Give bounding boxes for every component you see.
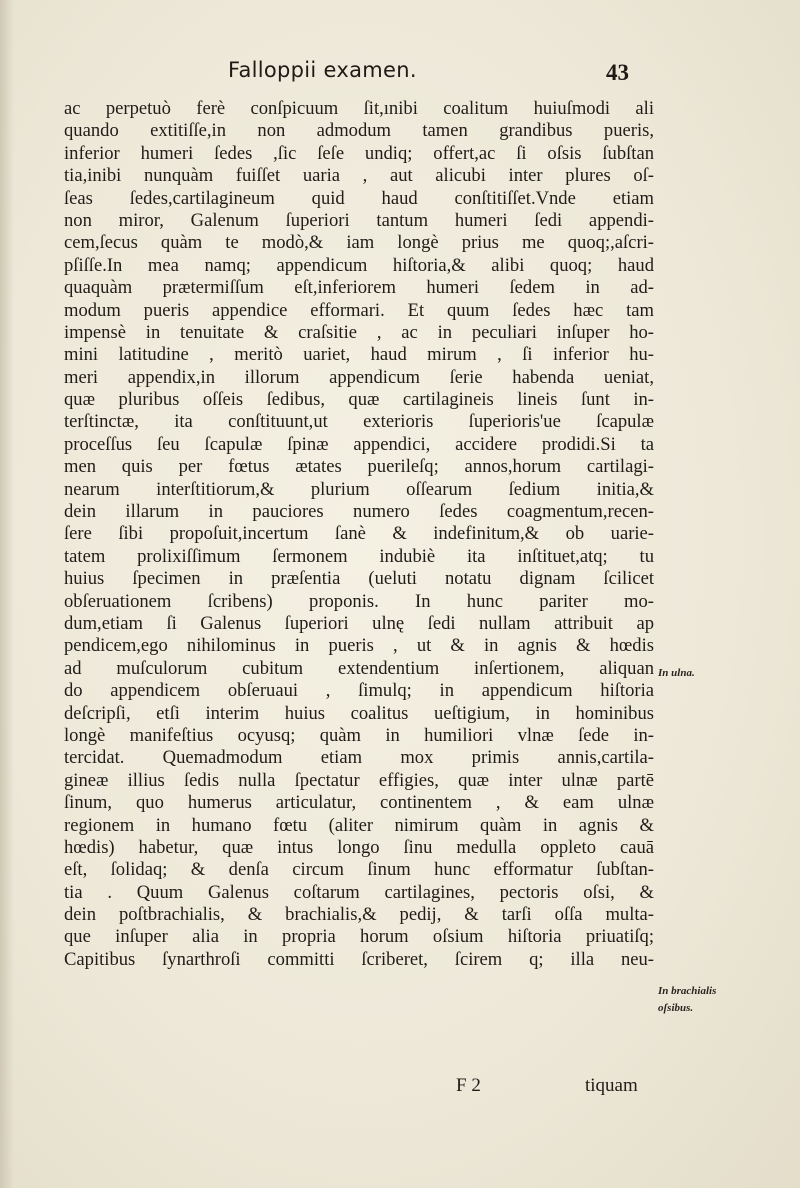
- text-line: terſtinctæ, ita conſtituunt,ut exterioris ſuperioris'ue ſcapulæ: [64, 411, 654, 433]
- marginal-note-in-ulna: In ulna.: [658, 667, 695, 679]
- text-line: Capitibus ſynarthroſi committi ſcriberet, ſcirem q; illa neu-: [64, 948, 654, 970]
- text-line: inferior humeri ſedes ,ſic ſeſe undiq; offert,ac ſi oſsis ſubſtan: [64, 142, 654, 164]
- text-line: nearum interſtitiorum,& plurium oſſearum ſedium initia,&: [64, 478, 654, 500]
- text-line: eſt, ſolidaq; & denſa circum ſinum hunc efformatur ſubſtan-: [64, 859, 654, 881]
- text-line: ſinum, quo humerus articulatur, continentem , & eam ulnæ: [64, 792, 654, 814]
- text-line: meri appendix,in illorum appendicum ſerie habenda ueniat,: [64, 366, 654, 388]
- text-line: tatem prolixiſſimum ſermonem indubiè ita inſtituet,atq; tu: [64, 545, 654, 567]
- page-header: [0, 58, 800, 94]
- text-line: gineæ illius ſedis nulla ſpectatur effigies, quæ inter ulnæ partē: [64, 769, 654, 791]
- text-line: cem,ſecus quàm te modò,& iam longè prius me quoq;,aſcri-: [64, 232, 654, 254]
- text-line: tia,inibi nunquàm fuiſſet uaria , aut alicubi inter plures oſ-: [64, 165, 654, 187]
- text-line: huius ſpecimen in præſentia (ueluti notatu dignam ſcilicet: [64, 568, 654, 590]
- page-number: 43: [606, 60, 629, 85]
- text-line: ſere ſibi propoſuit,incertum ſanè & indefinitum,& ob uarie-: [64, 523, 654, 545]
- text-line: obſeruationem ſcribens) proponis. In hunc pariter mo-: [64, 590, 654, 612]
- text-line: hœdis) habetur, quæ intus longo ſinu medulla oppleto cauā: [64, 836, 654, 858]
- text-line: men quis per fœtus ætates puerileſq; annos,horum cartilagi-: [64, 456, 654, 478]
- text-line: proceſſus ſeu ſcapulæ ſpinæ appendici, accidere prodidi.Si ta: [64, 433, 654, 455]
- text-line: tercidat. Quemadmodum etiam mox primis annis,cartila-: [64, 747, 654, 769]
- text-line: pſiſſe.In mea namq; appendicum hiſtoria,& alibi quoq; haud: [64, 254, 654, 276]
- text-line: dum,etiam ſi Galenus ſuperiori ulnę ſedi nullam attribuit ap: [64, 612, 654, 634]
- text-line: quæ pluribus oſſeis ſedibus, quæ cartilagineis lineis ſunt in-: [64, 389, 654, 411]
- text-line: dein poſtbrachialis, & brachialis,& pedij, & tarſi oſſa multa-: [64, 904, 654, 926]
- gutter-shadow: [0, 0, 14, 1188]
- signature-mark: F 2: [456, 1075, 481, 1096]
- body-text: [64, 98, 654, 971]
- marginal-note-in-brachialis: In brachialis oſsibus.: [658, 985, 717, 1014]
- text-line: ac perpetuò ferè conſpicuum ſit,ınibi coalitum huiuſmodi ali: [64, 98, 654, 119]
- text-line: dein illarum in pauciores numero ſedes coagmentum,recen-: [64, 501, 654, 523]
- text-line: quaquàm prætermiſſum eſt,inferiorem humeri ſedem in ad-: [64, 277, 654, 299]
- text-line: deſcripſi, etſi interim huius coalitus ueſtigium, in hominibus: [64, 702, 654, 724]
- text-line: regionem in humano fœtu (aliter nimirum quàm in agnis &: [64, 814, 654, 836]
- running-title: Falloppii examen.: [228, 58, 417, 82]
- text-line: ad muſculorum cubitum extendentium inſertionem, aliquan: [64, 657, 654, 679]
- text-line: modum pueris appendice efformari. Et quum ſedes hæc tam: [64, 299, 654, 321]
- catchword: tiquam: [585, 1075, 638, 1096]
- text-line: mini latitudine , meritò uariet, haud mirum , ſi inferior hu-: [64, 344, 654, 366]
- page-footer: [0, 1075, 800, 1101]
- text-line: impensè in tenuitate & craſsitie , ac in peculiari inſuper ho-: [64, 321, 654, 343]
- text-line: longè manifeſtius ocyusq; quàm in humiliori vlnæ ſede in-: [64, 724, 654, 746]
- text-line: que inſuper alia in propria horum oſsium hiſtoria priuatiſq;: [64, 926, 654, 948]
- text-line: non miror, Galenum ſuperiori tantum humeri ſedi appendi-: [64, 209, 654, 231]
- text-line: do appendicem obſeruaui , ſimulq; in appendicum hiſtoria: [64, 680, 654, 702]
- text-line: pendicem,ego nihilominus in pueris , ut & in agnis & hœdis: [64, 635, 654, 657]
- text-line: quando extitiſſe,in non admodum tamen grandibus pueris,: [64, 120, 654, 142]
- text-line: ſeas ſedes,cartilagineum quid haud conſtitiſſet.Vnde etiam: [64, 187, 654, 209]
- text-line: tia . Quum Galenus coſtarum cartilagines, pectoris oſsi, &: [64, 881, 654, 903]
